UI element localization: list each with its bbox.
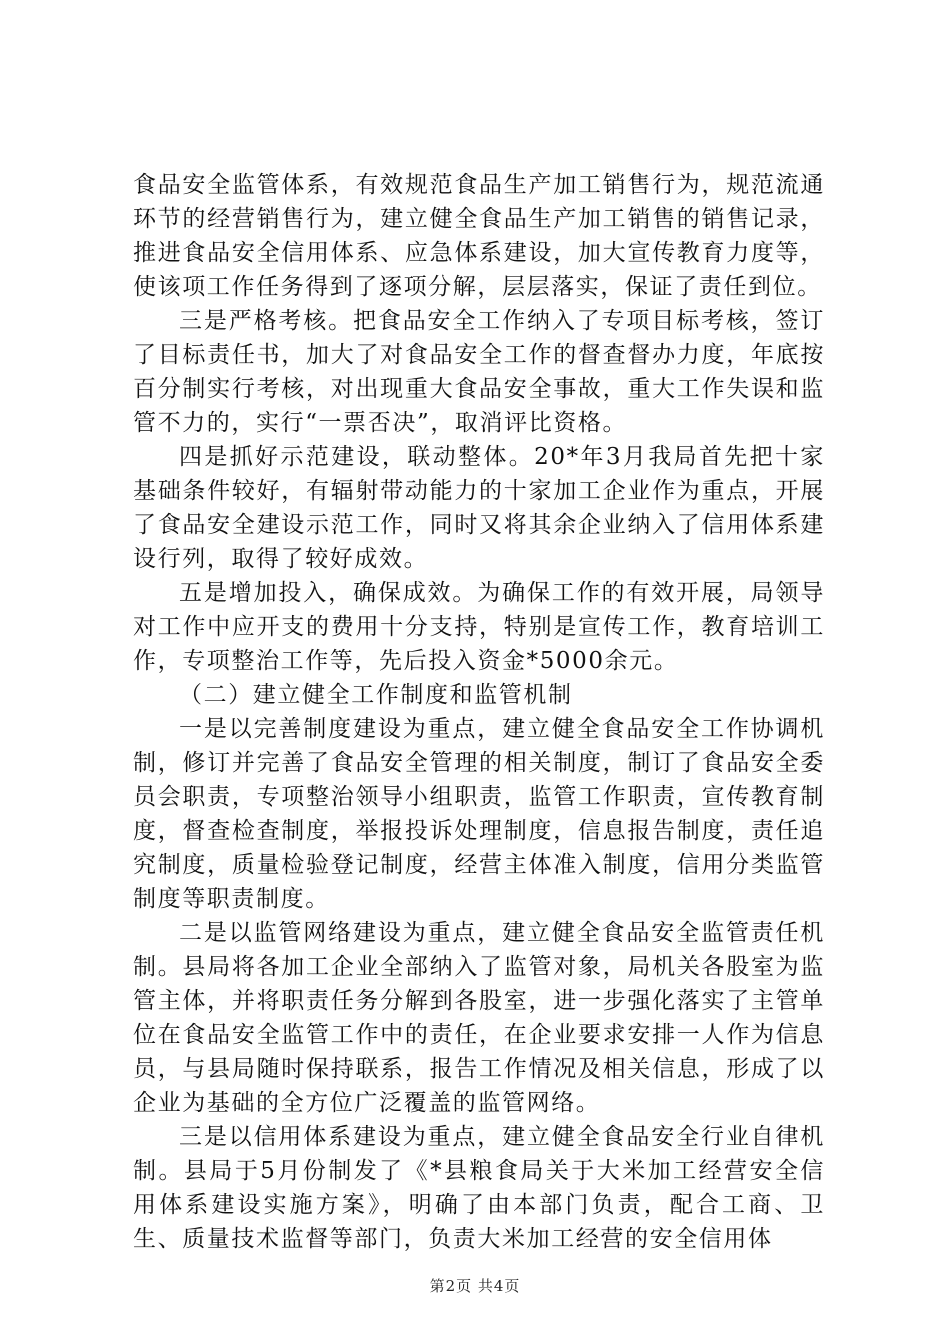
paragraph-investment: 五是增加投入，确保成效。为确保工作的有效开展，局领导对工作中应开支的费用十分支持，特别是宣传工作，教育培训工作，专项整治工作等，先后投入资金*5000余元。 bbox=[133, 580, 825, 674]
paragraph-strict-assessment: 三是严格考核。把食品安全工作纳入了专项目标考核，签订了目标责任书，加大了对食品安全工作的督查督办力度，年底按百分制实行考核，对出现重大食品安全事故，重大工作失误和监管不力的，实行“一票否决”，取消评比资格。 bbox=[133, 308, 825, 436]
page-number-footer: 第2页 共4页 bbox=[429, 1277, 521, 1295]
section-heading: （二）建立健全工作制度和监管机制 bbox=[179, 682, 573, 708]
document-body bbox=[133, 168, 825, 1256]
paragraph-demonstration: 四是抓好示范建设，联动整体。20*年3月我局首先把十家基础条件较好，有辐射带动能力的十家加工企业作为重点，开展了食品安全建设示范工作，同时又将其余企业纳入了信用体系建设行列，取得了较好成效。 bbox=[133, 444, 825, 572]
paragraph-continued: 食品安全监管体系，有效规范食品生产加工销售行为，规范流通环节的经营销售行为，建立健全食品生产加工销售的销售记录，推进食品安全信用体系、应急体系建设，加大宣传教育力度等，使该项工作任务得到了逐项分解，层层落实，保证了责任到位。 bbox=[133, 172, 825, 300]
paragraph-credit-system: 三是以信用体系建设为重点，建立健全食品安全行业自律机制。县局于5月份制发了《*县粮食局关于大米加工经营安全信用体系建设实施方案》，明确了由本部门负责，配合工商、卫生、质量技术监督等部门，负责大米加工经营的安全信用体 bbox=[133, 1124, 825, 1252]
paragraph-system-building: 一是以完善制度建设为重点，建立健全食品安全工作协调机制，修订并完善了食品安全管理的相关制度，制订了食品安全委员会职责，专项整治领导小组职责，监管工作职责，宣传教育制度，督查检查制度，举报投诉处理制度，信息报告制度，责任追究制度，质量检验登记制度，经营主体准入制度，信用分类监管制度等职责制度。 bbox=[133, 716, 825, 912]
paragraph-network-building: 二是以监管网络建设为重点，建立健全食品安全监管责任机制。县局将各加工企业全部纳入了监管对象，局机关各股室为监管主体，并将职责任务分解到各股室，进一步强化落实了主管单位在食品安全监管工作中的责任，在企业要求安排一人作为信息员，与县局随时保持联系，报告工作情况及相关信息，形成了以企业为基础的全方位广泛覆盖的监管网络。 bbox=[133, 920, 825, 1116]
